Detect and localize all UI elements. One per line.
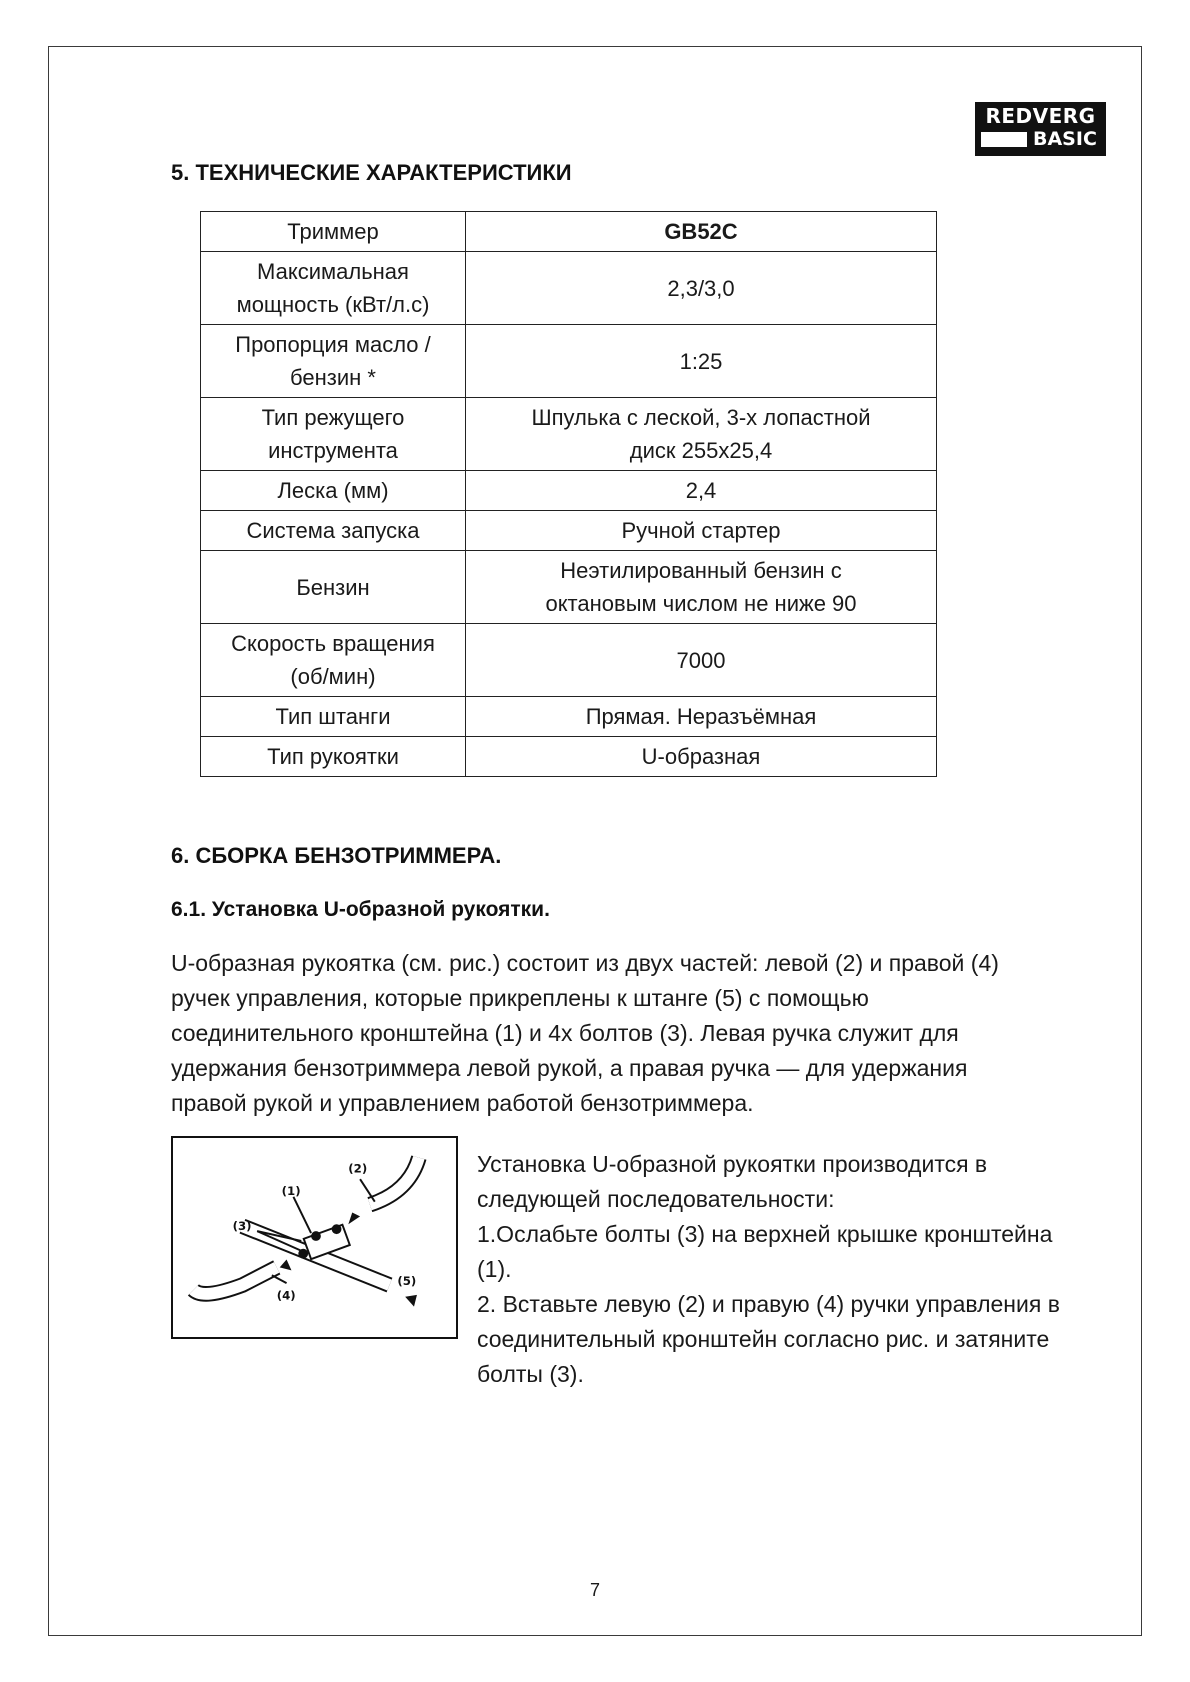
steps-line: болты (3). [477,1361,584,1387]
spec-label-line: Бензин [296,574,370,600]
paragraph-line: U-образная рукоятка (см. рис.) состоит из двух частей: левой (2) и правой (4) [171,950,999,976]
figure-label-2: (2) [348,1161,368,1176]
specs-row [201,697,937,737]
spec-value-line: октановым числом не ниже 90 [545,591,857,616]
spec-value-line: 7000 [676,647,726,673]
specs-row [201,252,937,325]
spec-value [466,398,937,471]
spec-label-line: мощность (кВт/л.с) [236,292,430,317]
specs-row [201,737,937,777]
spec-label-line: инструмента [268,438,398,463]
steps-line: 1.Ослабьте болты (3) на верхней крышке кронштейна [477,1221,1053,1247]
spec-label [201,624,466,697]
paragraph-line: удержания бензотриммера левой рукой, а правая ручка — для удержания [171,1055,968,1081]
spec-label [201,252,466,325]
paragraph-line: соединительного кронштейна (1) и 4х болтов (3). Левая ручка служит для [171,1020,959,1046]
spec-label-line: бензин * [290,365,376,390]
spec-label [201,737,466,777]
spec-label-line: Тип штанги [275,704,391,729]
spec-value [466,624,937,697]
spec-value-line: 2,4 [685,478,717,503]
spec-value-line: Ручной стартер [621,518,781,543]
spec-value [466,252,937,325]
spec-value [466,471,937,511]
assembly-description [171,946,1101,1121]
figure-label-3: (3) [232,1219,252,1234]
section-6-1-title: 6.1. Установка U-образной рукоятки. [171,898,550,921]
figure-label-4: (4) [276,1288,296,1303]
logo-line1: REDVERG [985,104,1096,128]
logo-bar [981,132,1027,147]
brand-logo [975,102,1106,156]
specs-row [201,511,937,551]
spec-label [201,471,466,511]
page-number: 7 [589,1580,600,1600]
steps-line: соединительный кронштейн согласно рис. и затяните [477,1326,1050,1352]
spec-value [466,737,937,777]
specs-row [201,551,937,624]
spec-label-line: Леска (мм) [277,478,389,503]
spec-value-line: U-образная [641,744,761,769]
specs-row [201,624,937,697]
spec-value-line: Прямая. Неразъёмная [585,704,817,729]
spec-value-line: 2,3/3,0 [667,275,735,301]
spec-label [201,551,466,624]
spec-label [201,325,466,398]
spec-label [201,398,466,471]
logo-line2: BASIC [1033,128,1097,150]
spec-label-line: Максимальная [257,259,409,284]
spec-value-line: Шпулька с леской, 3-х лопастной [531,405,871,430]
steps-line: следующей последовательности: [477,1186,835,1212]
paragraph-line: правой рукой и управлением работой бензотриммера. [171,1090,754,1116]
paragraph-line: ручек управления, которые прикреплены к штанге (5) с помощью [171,985,869,1011]
spec-label [201,511,466,551]
spec-label-line: Пропорция масло / [235,332,431,357]
spec-label-line: Система запуска [246,518,420,543]
spec-label [201,697,466,737]
spec-label-line: Тип рукоятки [267,744,399,769]
steps-line: 2. Вставьте левую (2) и правую (4) ручки управления в [477,1291,1060,1317]
section-6-title: 6. СБОРКА БЕНЗОТРИММЕРА. [171,843,502,868]
specs-header-label: Триммер [201,212,466,252]
specs-row [201,398,937,471]
spec-label-line: Тип режущего [261,405,405,430]
spec-value [466,511,937,551]
specs-header-model: GB52C [466,212,937,252]
specs-header-row [201,212,937,252]
section-5-title: 5. ТЕХНИЧЕСКИЕ ХАРАКТЕРИСТИКИ [171,160,572,185]
figure-label-5: (5) [397,1274,417,1289]
figure-label-1: (1) [281,1183,301,1198]
specs-row [201,471,937,511]
specs-row [201,325,937,398]
spec-label-line: Скорость вращения [231,631,435,656]
spec-value-line: диск 255x25,4 [629,438,773,463]
spec-value-line: 1:25 [679,348,723,374]
spec-value-line: Неэтилированный бензин с [560,558,842,583]
handle-diagram [173,1138,456,1337]
specs-table [200,211,937,777]
steps-line: (1). [477,1256,512,1282]
installation-steps [477,1147,1142,1392]
steps-line: Установка U-образной рукоятки производится в [477,1151,988,1177]
spec-label-line: (об/мин) [290,664,376,689]
spec-value [466,697,937,737]
spec-value [466,325,937,398]
handle-assembly-figure [171,1136,458,1339]
spec-value [466,551,937,624]
